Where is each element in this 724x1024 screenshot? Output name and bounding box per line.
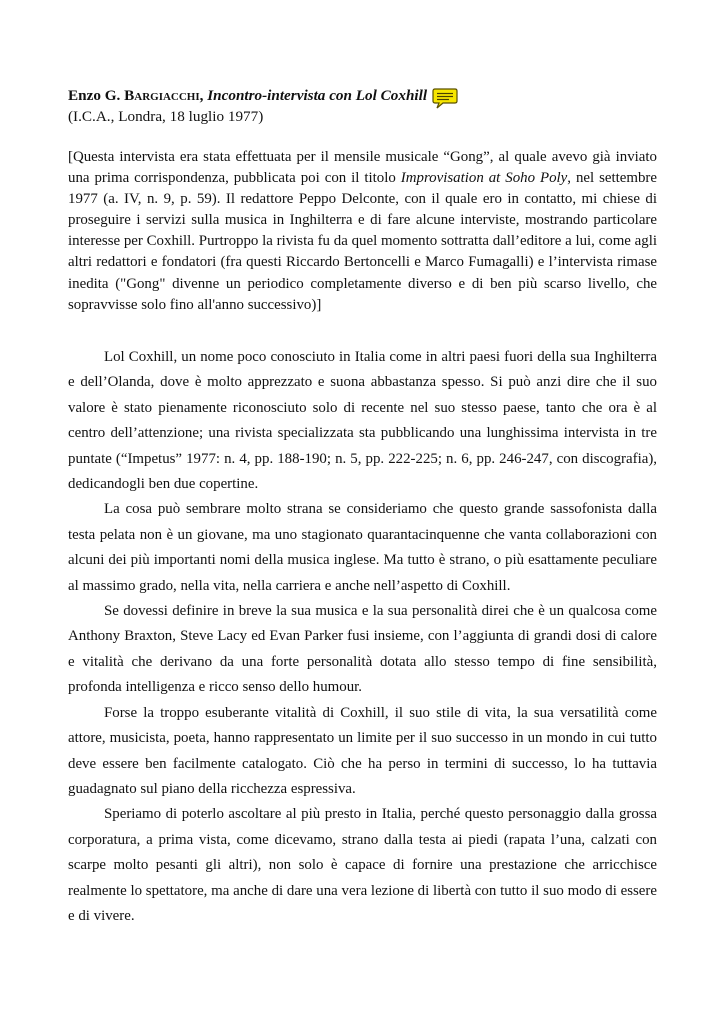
editorial-note-text-b: , nel settembre 1977 (a. IV, n. 9, p. 59). Il redattore Peppo Delconte, con il quale ero in contatto, mi chiese di proseguire i servizi sulla musica in Inghilterra e di fare alcune interviste, mostrando particolare interesse per Coxhill. Purtroppo la rivista fu da quel momento sottratta dall’editore a lui, come agli altri redattori e fondatori (fra questi Riccardo Bertoncelli e Marco Fumagalli) e l’intervista rimase inedita ("Gong" divenne un periodico completamente diverso e di ben più scarso livello, che sopravvisse solo fino all'anno successivo)] xyxy=(68,170,657,313)
body-paragraph: Forse la troppo esuberante vitalità di Coxhill, il suo stile di vita, la sua versatilità come attore, musicista, poeta, hanno rappresentato un limite per il suo successo in un mondo in cui tutto deve essere ben facilmente catalogato. Ciò che ha perso in termini di successo, lo ha tuttavia guadagnato sul piano della ricchezza espressiva. xyxy=(68,704,657,797)
author-separator: , xyxy=(199,87,208,104)
editorial-note xyxy=(68,147,657,316)
article-subtitle: (I.C.A., Londra, 18 luglio 1977) xyxy=(68,108,264,125)
author-last-name: Bargiacchi xyxy=(124,87,200,104)
body-paragraph: Lol Coxhill, un nome poco conosciuto in Italia come in altri paesi fuori della sua Inghilterra e dell’Olanda, dove è molto apprezzato e suona abbastanza spesso. Si può anzi dire che il suo valore è stato pienamente riconosciuto solo di recente nel suo stesso paese, tanto che ora è al centro dell’attenzione; una rivista specializzata sta pubblicando una lunghissima intervista in tre puntate (“Impetus” 1977: n. 4, pp. 188-190; n. 5, pp. 222-225; n. 6, pp. 246-247, con discografia), dedicandogli ben due copertine. xyxy=(68,349,657,493)
body-paragraph: La cosa può sembrare molto strana se consideriamo che questo grande sassofonista dalla testa pelata non è un giovane, ma uno stagionato quarantacinquenne che vanta collaborazioni con alcuni dei più importanti nomi della musica inglese. Ma tutto è strano, o più esattamente peculiare al massimo grado, nella vita, nella carriera e anche nell’aspetto di Coxhill. xyxy=(68,501,657,594)
comment-note-icon[interactable] xyxy=(432,87,458,109)
editorial-note-publication-title: Improvisation at Soho Poly xyxy=(400,170,568,187)
editorial-note-text-a: [Questa intervista era stata effettuata per il mensile musicale “Gong”, al quale avevo già inviato una prima corrispondenza, pubblicata poi con il titolo xyxy=(68,149,657,187)
title-line xyxy=(68,85,658,106)
author-first-name: Enzo G. xyxy=(68,87,125,104)
body-paragraph: Se dovessi definire in breve la sua musica e la sua personalità direi che è un qualcosa come Anthony Braxton, Steve Lacy ed Evan Parker fusi insieme, con l’aggiunta di grandi dosi di calore e vitalità che derivano da una forte personalità dotata allo stesso tempo di fine sensibilità, profonda intelligenza e ricco senso dello humour. xyxy=(68,603,657,696)
article-title: Incontro-intervista con Lol Coxhill xyxy=(207,87,428,104)
article-header xyxy=(68,85,658,127)
body-paragraph: Speriamo di poterlo ascoltare al più presto in Italia, perché questo personaggio dalla grossa corporatura, a prima vista, come dicevamo, strano dalla testa ai piedi (rapata l’una, calzati con scarpe molto pesanti gli altri), non solo è capace di fornire una prestazione che arricchisce realmente lo spettatore, ma anche di dare una vera lezione di libertà con tutto il suo modo di essere e di vivere. xyxy=(68,806,657,924)
article-body xyxy=(68,345,657,929)
